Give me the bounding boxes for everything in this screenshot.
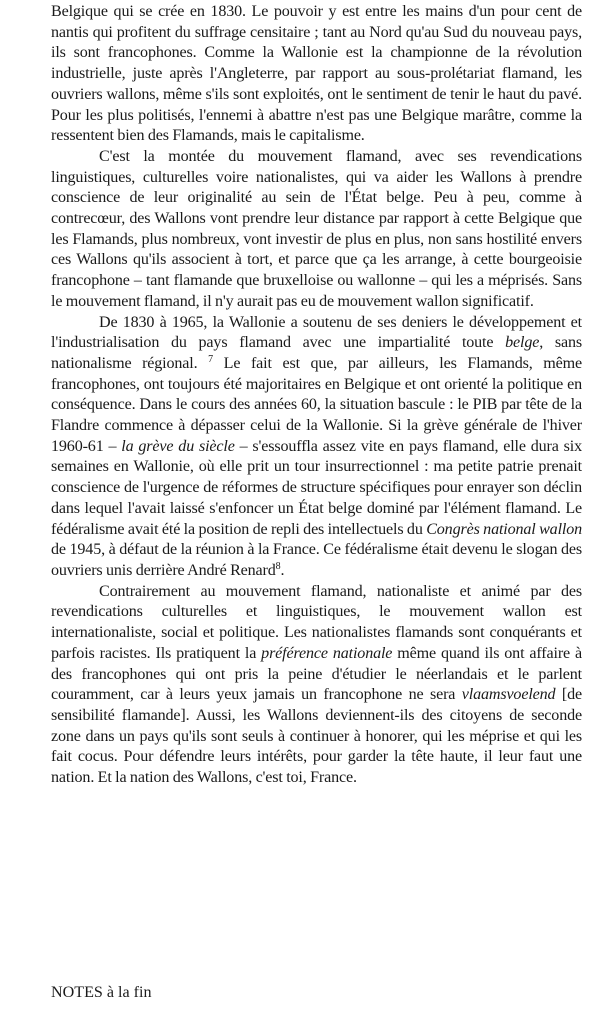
italic-text: la grève du siècle [121,437,235,455]
paragraph-text: Le fait est que, par ailleurs, les Flamands, même francophones, ont toujours été majoritaires en Belgique et ont orienté la politique en conséquence. Dans le cours des années 60, la situation bascule : le PIB par tête de la Flandre commence à dépasser celui de la Wallonie. Si la grève générale de l'hiver 1960-61 – [51,354,582,455]
italic-text: Congrès national wallon [426,520,583,538]
paragraph-text: Belgique qui se crée en 1830. Le pouvoir y est entre les mains d'un pour cent de nantis qui profitent du suffrage censitaire ; tant au Nord qu'au Sud du nouveau pays, ils sont francophones. Comme la Wallonie est la championne de la révolution industrielle, juste après l'Angleterre, par rapport au sous-prolétariat flamand, les ouvriers wallons, même s'ils sont exploités, ont le sentiment de tenir le haut du pavé. Pour les plus politisés, l'ennemi à abattre n'est pas une Belgique marâtre, comme la ressentent bien des Flamands, mais le capitalisme. [51,3,582,145]
paragraph [51,2,582,147]
body-text [51,2,582,789]
paragraph-text: – s'essouffla assez vite en pays flamand, elle dura six semaines en Wallonie, où elle prit un tour insurrectionnel : ma petite patrie prenait conscience de l'urgence de réformes de structure spécifiques pour enrayer son déclin dans lequel l'avait laissé s'enfoncer un État belge dominé par l'élément flamand. Le fédéralisme avait été la position de repli des intellectuels du [51,437,582,538]
paragraph-text: De 1830 à 1965, la Wallonie a soutenu de ses deniers le développement et l'industrialisation du pays flamand avec une impartialité toute [51,313,582,352]
italic-text: vlaamsvoelend [461,686,556,704]
notes-footer: NOTES à la fin [51,984,152,1001]
paragraph [51,147,582,313]
paragraph-text: de 1945, à défaut de la réunion à la France. Ce fédéralisme était devenu le slogan des ouvriers unis derrière André Renard [51,541,582,579]
paragraph-text: [de sensibilité flamande]. Aussi, les Wallons deviennent-ils des citoyens de seconde zone dans un pays qu'ils sont seuls à continuer à honorer, qui les méprise et qui les fait cocus. Pour défendre leurs intérêts, pour garder la tête haute, il leur faut une nation. Et la nation des Wallons, c'est toi, France. [51,686,583,787]
paragraph-text: , sans nationalisme régional. [51,334,582,372]
italic-text: préférence nationale [261,644,393,662]
italic-text: belge [505,334,540,352]
paragraph-text: même quand ils ont affaire à des francophones qui ont pris la peine d'étudier le néerlandais et le parlent couramment, car à leurs yeux jamais un francophone ne sera [51,644,582,704]
paragraph-text: Contrairement au mouvement flamand, nationaliste et animé par des revendications culturelles et linguistiques, le mouvement wallon est internationaliste, social et politique. Les nationalistes flamands sont conquérants et parfois racistes. Ils pratiquent la [51,582,582,662]
paragraph [51,582,582,789]
paragraph [51,313,582,582]
footnote-reference: 7 [208,353,213,365]
paragraph-text: C'est la montée du mouvement flamand, avec ses revendications linguistiques, culturelles voire nationalistes, qui va aider les Wallons à prendre conscience de leur originalité au sein de l'État belge. Peu à peu, comme à contrecœur, des Wallons vont prendre leur distance par rapport à cette Belgique que les Flamands, plus nombreux, vont investir de plus en plus, non sans hostilité envers ces Wallons qu'ils associent à tort, et parce que ça les arrange, à cette bourgeoisie francophone – tant flamande que bruxelloise ou wallonne – qui les a méprisés. Sans le mouvement flamand, il n'y aurait pas eu de mouvement wallon significatif. [51,147,582,310]
paragraph-text: . [280,561,285,579]
footnote-reference: 8 [275,560,281,572]
